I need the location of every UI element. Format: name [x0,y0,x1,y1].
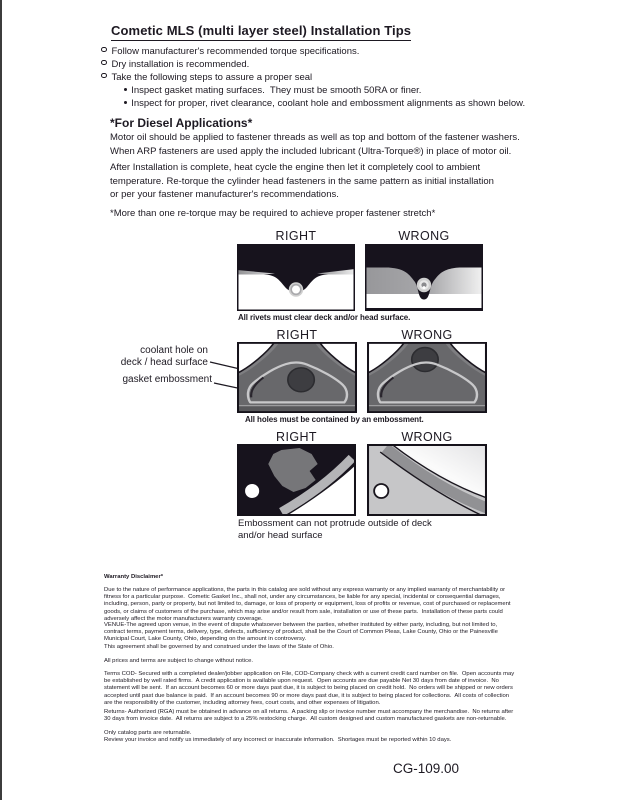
retorque-note: *More than one re-torque may be required to achieve proper fastener stretch* [110,208,436,219]
open-bullet-marker [101,73,107,79]
legal-paragraph-warranty: Due to the nature of performance applications, the parts in this catalog are sold without any express warranty or any implied warranty of merchantability or fitness for a particular purpose. Cometic Gasket Inc., shall not, under any circumstances, be liable for any special, incidental or consequential damages, including, person, party or property, but not limited to, damage, or loss of property or equipment, loss of profits or revenue, cost of purchased or replacement goods, or claims of customers of the purchase, which may arise and/or result from sale, installation or use of these parts. Installation of these parts could adversely affect the motor manufacturers warranty coverage. [104,587,511,622]
rivet-wrong-label: WRONG [398,229,450,243]
tips-bullet-list [101,45,359,84]
gasket-embossment-annotation: gasket embossment [122,374,212,385]
bullet-text: Dry installation is recommended. [111,59,250,70]
protrude-caption: Embossment can not protrude outside of deck and/or head surface [238,518,432,541]
legal-paragraph-prices: All prices and terms are subject to change without notice. [104,658,253,664]
protrude-wrong-diagram [367,444,487,516]
protrude-right-label: RIGHT [276,430,317,444]
bullet-text: Take the following steps to assure a proper seal [111,72,313,83]
filled-bullet-marker [124,88,127,91]
legal-paragraph-terms-cod: Terms COD- Secured with a completed dealer/jobber application on File, COD-Company check with a current credit card number on file. Open accounts may be established by well rated firms. A credit application is available upon request. Open accounts are due payable Net 30 days from date of invoice. No statement will be sent. If an account becomes 60 or more days past due, it is subject to being placed on credit hold. No orders will be shipped or new orders accepted until past due balance is paid. If an account becomes 90 or more days past due, it is subject to being placed for collections. All costs of collection are the responsibility of the customer, including attorney fees, court costs, and other expenses of litigation. [104,671,515,706]
scan-edge-artifact [0,0,2,800]
bullet-item [101,58,359,71]
tips-sub-bullet-list [124,84,525,110]
sub-bullet-item [124,84,525,97]
rivet-caption: All rivets must clear deck and/or head surface. [238,313,411,322]
coolant-hole-annotation: coolant hole on deck / head surface [120,345,208,368]
bullet-item [101,45,359,58]
rivet-right-diagram [237,244,355,311]
legal-paragraph-returns: Returns- Authorized (RGA) must be obtained in advance on all returns. A packing slip or invoice number must accompany the merchandise. No returns after 30 days from invoice date. All returns are subject to a 25% restocking charge. All custom designed and custom manufactured gaskets are non-returnable. [104,709,514,723]
diesel-oil-paragraph: Motor oil should be applied to fastener threads as well as top and bottom of the fastener washers. When ARP fasteners are used apply the included lubricant (Ultra-Torque®) in place of motor oil. [110,132,520,157]
sub-bullet-text: Inspect for proper, rivet clearance, coolant hole and embossment alignments as shown below. [131,98,526,109]
embossment-caption: All holes must be contained by an embossment. [245,415,424,424]
legal-paragraph-catalog: Only catalog parts are returnable. Review your invoice and notify us immediately of any incorrect or inaccurate information. Shortages must be reported within 10 days. [104,730,452,744]
diesel-heading: *For Diesel Applications* [110,116,253,130]
protrude-wrong-label: WRONG [401,430,453,444]
sub-bullet-item [124,97,525,110]
embossment-wrong-label: WRONG [401,328,453,342]
bullet-text: Follow manufacturer's recommended torque specifications. [111,46,360,57]
filled-bullet-marker [124,101,127,104]
embossment-right-label: RIGHT [276,328,318,342]
page-title: Cometic MLS (multi layer steel) Installation Tips [111,23,411,41]
protrude-right-diagram [237,444,356,516]
bullet-item [101,71,359,84]
diesel-retorque-paragraph: After Installation is complete, heat cycle the engine then let it completely cool to ambient temperature. Re-torque the cylinder head fasteners in the same pattern as initial installation or per your fastener manufacturer's recommendations. [110,162,494,200]
legal-paragraph-venue: VENUE-The agreed upon venue, in the event of dispute whatsoever between the parties, whether instituted by either party, including, but not limited to, contract terms, payment terms, delivery, type, defects, sufficiency of product, shall be the Court of Common Pleas, Lake County, Ohio or the Painesville Municipal Court, Lake County, Ohio, depending on the amount in controversy. This agreement shall be governed by and construed under the laws of the State of Ohio. [104,622,498,650]
open-bullet-marker [101,47,107,53]
embossment-wrong-diagram [367,342,487,413]
warranty-disclaimer-heading: Warranty Disclaimer* [104,574,164,580]
rivet-right-label: RIGHT [275,229,317,243]
open-bullet-marker [101,60,107,66]
sub-bullet-text: Inspect gasket mating surfaces. They must be smooth 50RA or finer. [131,85,422,96]
embossment-right-diagram [237,342,357,413]
rivet-wrong-diagram [365,244,483,311]
page-number: CG-109.00 [393,761,460,776]
